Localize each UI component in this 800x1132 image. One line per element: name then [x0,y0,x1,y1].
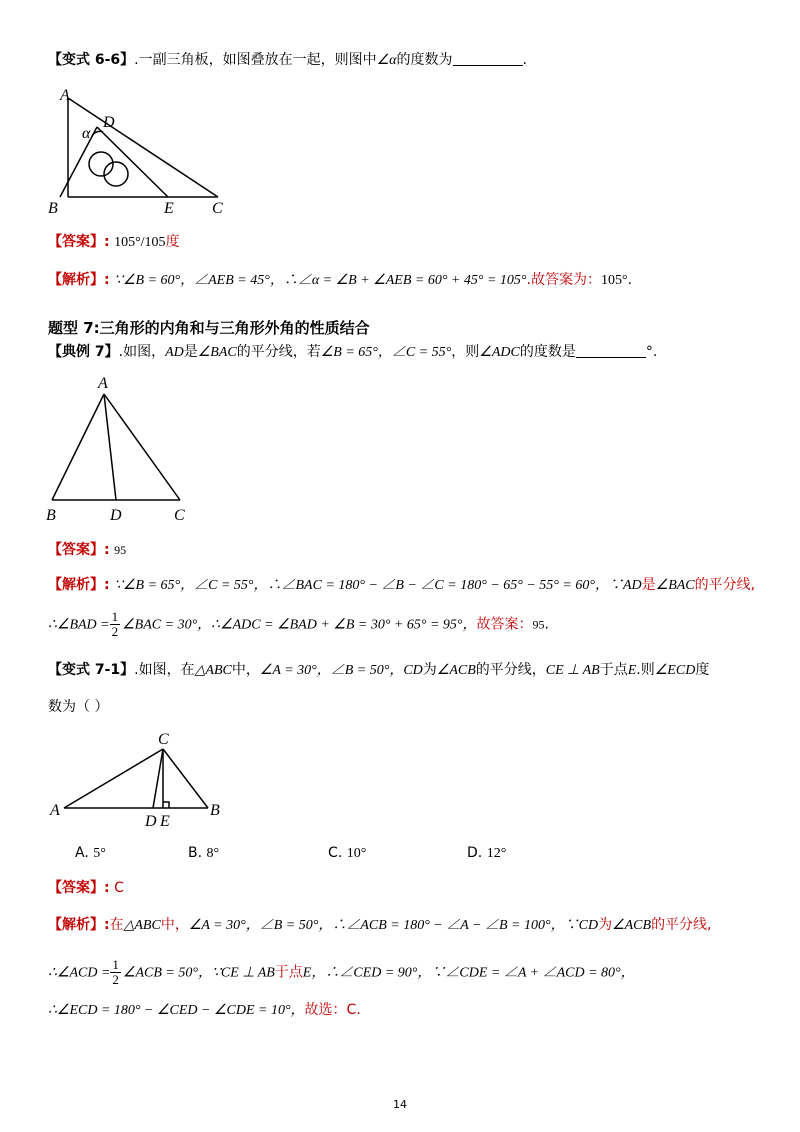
label-C: C [158,731,169,748]
figure-set-squares [40,80,240,220]
analysis-v7-1-line3: ∴∠ECD = 180° − ∠CED − ∠CDE = 10°，故选：C. [48,1002,361,1018]
analysis-v7-1-line1: 【解析】:在△ABC中，∠A = 30°，∠B = 50°，∴∠ACB = 180° − ∠A − ∠B = 100°，∵CD为∠ACB的平分线, [48,917,712,933]
option-d[interactable]: D. 12° [467,845,507,861]
question-v7-1-cont: 数为（ ） [48,699,109,715]
analysis-label: 【解析】: [48,577,110,593]
fraction-half: $\frac{1}{2}$ [111,609,119,639]
question-e7: 【典例 7】.如图，AD是∠BAC的平分线，若∠B = 65°，∠C = 55°，则∠ADC的度数是 °. [48,344,658,360]
label-B: B [210,802,220,819]
question-tag: 【变式 6-6】 [48,52,135,68]
label-D: D [103,114,115,131]
answer-blank [453,51,523,66]
topic-heading: 题型 7:三角形的内角和与三角形外角的性质结合 [48,319,370,337]
label-A: A [50,802,60,819]
analysis-label: 【解析】: [48,917,110,933]
analysis-e7-line1: 【解析】: ∵∠B = 65°，∠C = 55°，∴∠BAC = 180° − ∠B − ∠C = 180° − 65° − 55° = 60°，∵AD是∠BAC的平分线, [48,577,756,593]
label-A: A [60,87,70,104]
answer-e7: 【答案】: 95 [48,542,127,558]
analysis-label: 【解析】: [48,272,110,288]
question-v6-6: 【变式 6-6】.一副三角板，如图叠放在一起，则图中∠α的度数为 . [48,52,527,68]
label-C: C [212,200,223,217]
analysis-v7-1-line2: ∴∠ACD = $\frac{1}{2}$ ∠ACB = 50°，∵CE ⊥ AB于点E，∴∠CED = 90°，∵∠CDE = ∠A + ∠ACD = 80°， [48,957,635,987]
figure-triangle-abc-altitude [40,730,240,830]
answer-v7-1: 【答案】: C [48,880,124,896]
label-C: C [174,507,185,524]
label-B: B [48,200,58,217]
page-number: 14 [393,1098,407,1111]
analysis-v6-6: 【解析】: ∵∠B = 60°，∠AEB = 45°，∴∠α = ∠B + ∠AEB = 60° + 45° = 105°.故答案为：105°. [48,272,633,288]
label-D: D [145,813,157,830]
answer-blank [576,343,646,358]
label-B: B [46,507,56,524]
fraction-half: $\frac{1}{2}$ [112,957,119,987]
label-alpha: α [82,125,91,142]
analysis-e7-line2: ∴∠BAD = $\frac{1}{2}$ ∠BAC = 30°，∴∠ADC = ∠BAD + ∠B = 30° + 65° = 95°，故答案：95. [48,609,549,639]
answer-label: 【答案】: [48,234,110,250]
question-tag: 【变式 7-1】 [48,662,135,678]
label-A: A [98,375,108,392]
question-v7-1: 【变式 7-1】.如图，在△ABC中，∠A = 30°，∠B = 50°，CD为∠ACB的平分线，CE ⊥ AB于点E.则∠ECD度 [48,662,710,678]
figure-triangle-abc [40,370,210,530]
option-c[interactable]: C. 10° [328,845,367,861]
option-a[interactable]: A. 5° [75,845,106,861]
answer-label: 【答案】: [48,880,110,896]
question-tag: 【典例 7】 [48,344,119,360]
label-E: E [164,200,174,217]
label-E: E [160,813,170,830]
answer-label: 【答案】: [48,542,110,558]
label-D: D [110,507,122,524]
option-b[interactable]: B. 8° [188,845,220,861]
answer-v6-6: 【答案】: 105°/105度 [48,234,180,250]
